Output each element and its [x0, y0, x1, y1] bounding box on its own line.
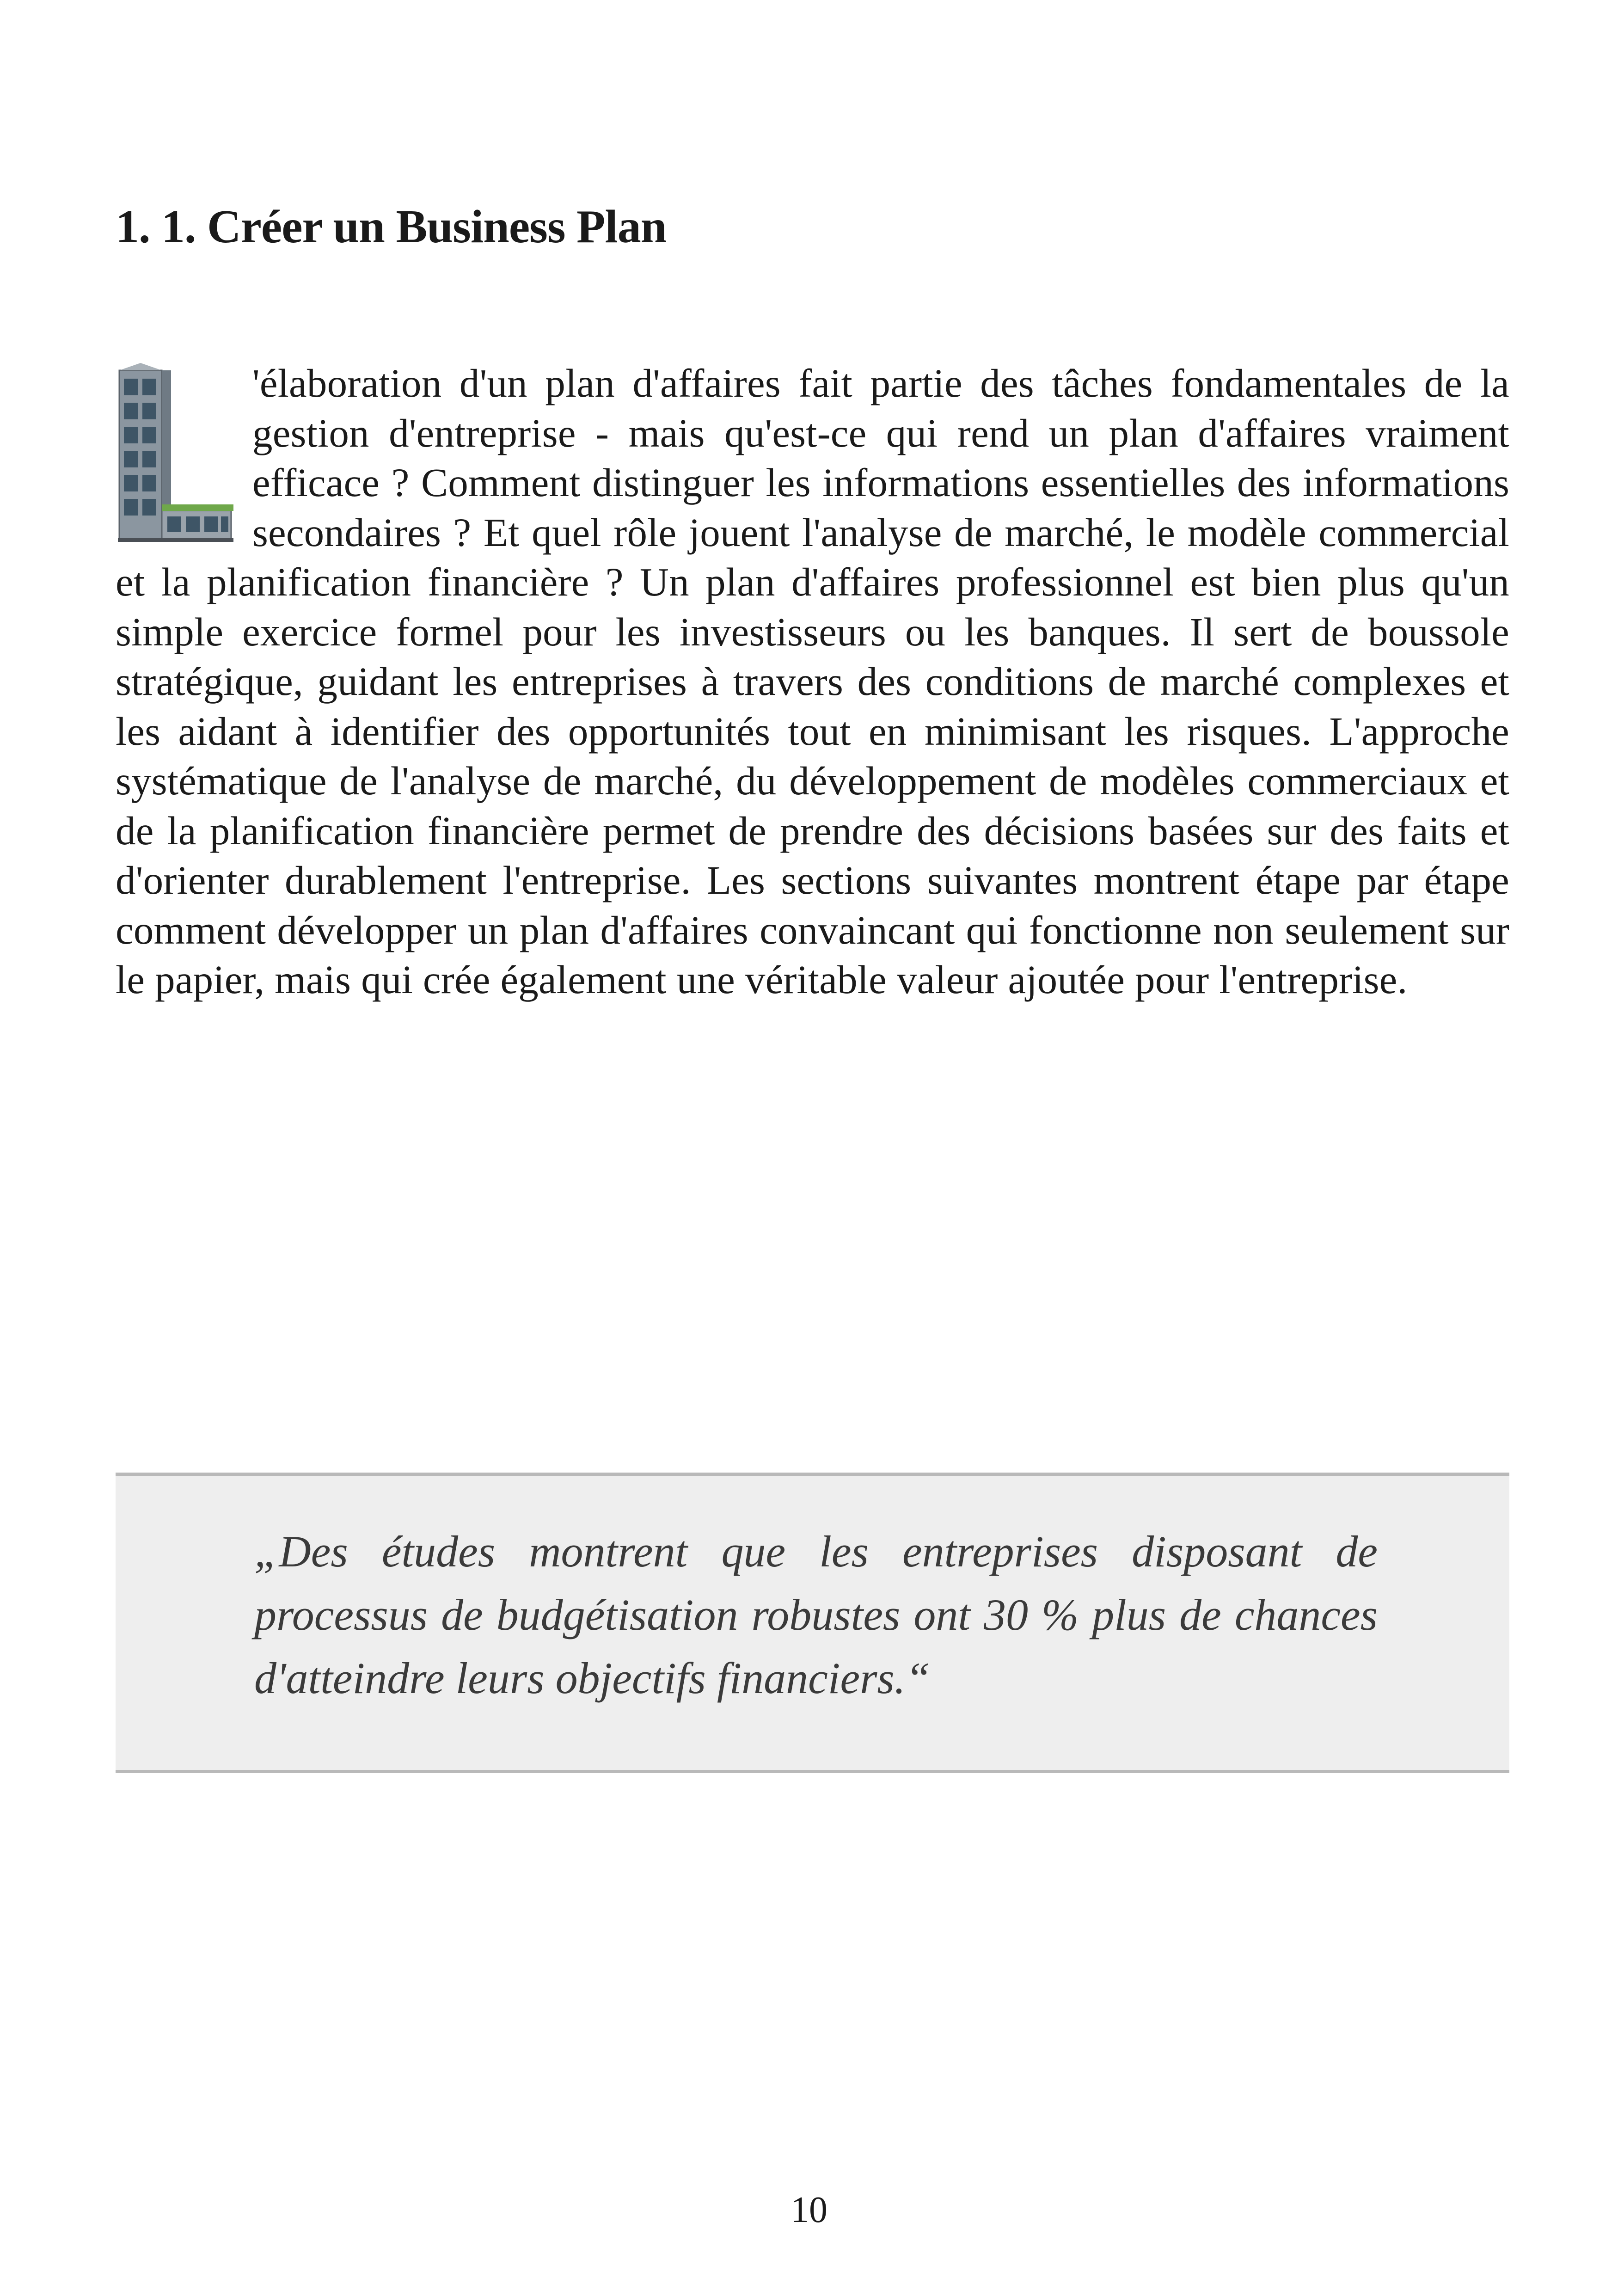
- body-paragraph: 'élaboration d'un plan d'affaires fait partie des tâches fondamentales de la gestion d'entreprise - mais qu'est-ce qui rend un plan d'affaires vraiment efficace ? Comment distinguer les informations essentielles des informations secondaires ? Et quel rôle jouent l'analyse de marché, le modèle commercial et la planification financière ? Un plan d'affaires professionnel est bien plus qu'un simple exercice formel pour les investisseurs ou les banques. Il sert de boussole stratégique, guidant les entreprises à travers des conditions de marché complexes et les aidant à identifier des opportunités tout en minimisant les risques. L'approche systématique de l'analyse de marché, du développement de modèles commerciaux et de la planification financière permet de prendre des décisions basées sur des faits et d'orienter durablement l'entreprise. Les sections suivantes montrent étape par étape comment développer un plan d'affaires convaincant qui fonctionne non seulement sur le papier, mais qui crée également une véritable valeur ajoutée pour l'entreprise.: [116, 361, 1509, 1002]
- dropcap-building-icon: [116, 360, 250, 551]
- callout-box: [116, 1473, 1509, 1773]
- page-number: 10: [791, 2190, 827, 2230]
- body-paragraph-container: [116, 358, 1509, 1005]
- section-heading: 1. 1. Créer un Business Plan: [116, 201, 667, 253]
- callout-quote: „Des études montrent que les entreprises disposant de processus de budgétisation robustes ont 30 % plus de chances d'atteindre leurs objectifs financiers.“: [254, 1527, 1378, 1703]
